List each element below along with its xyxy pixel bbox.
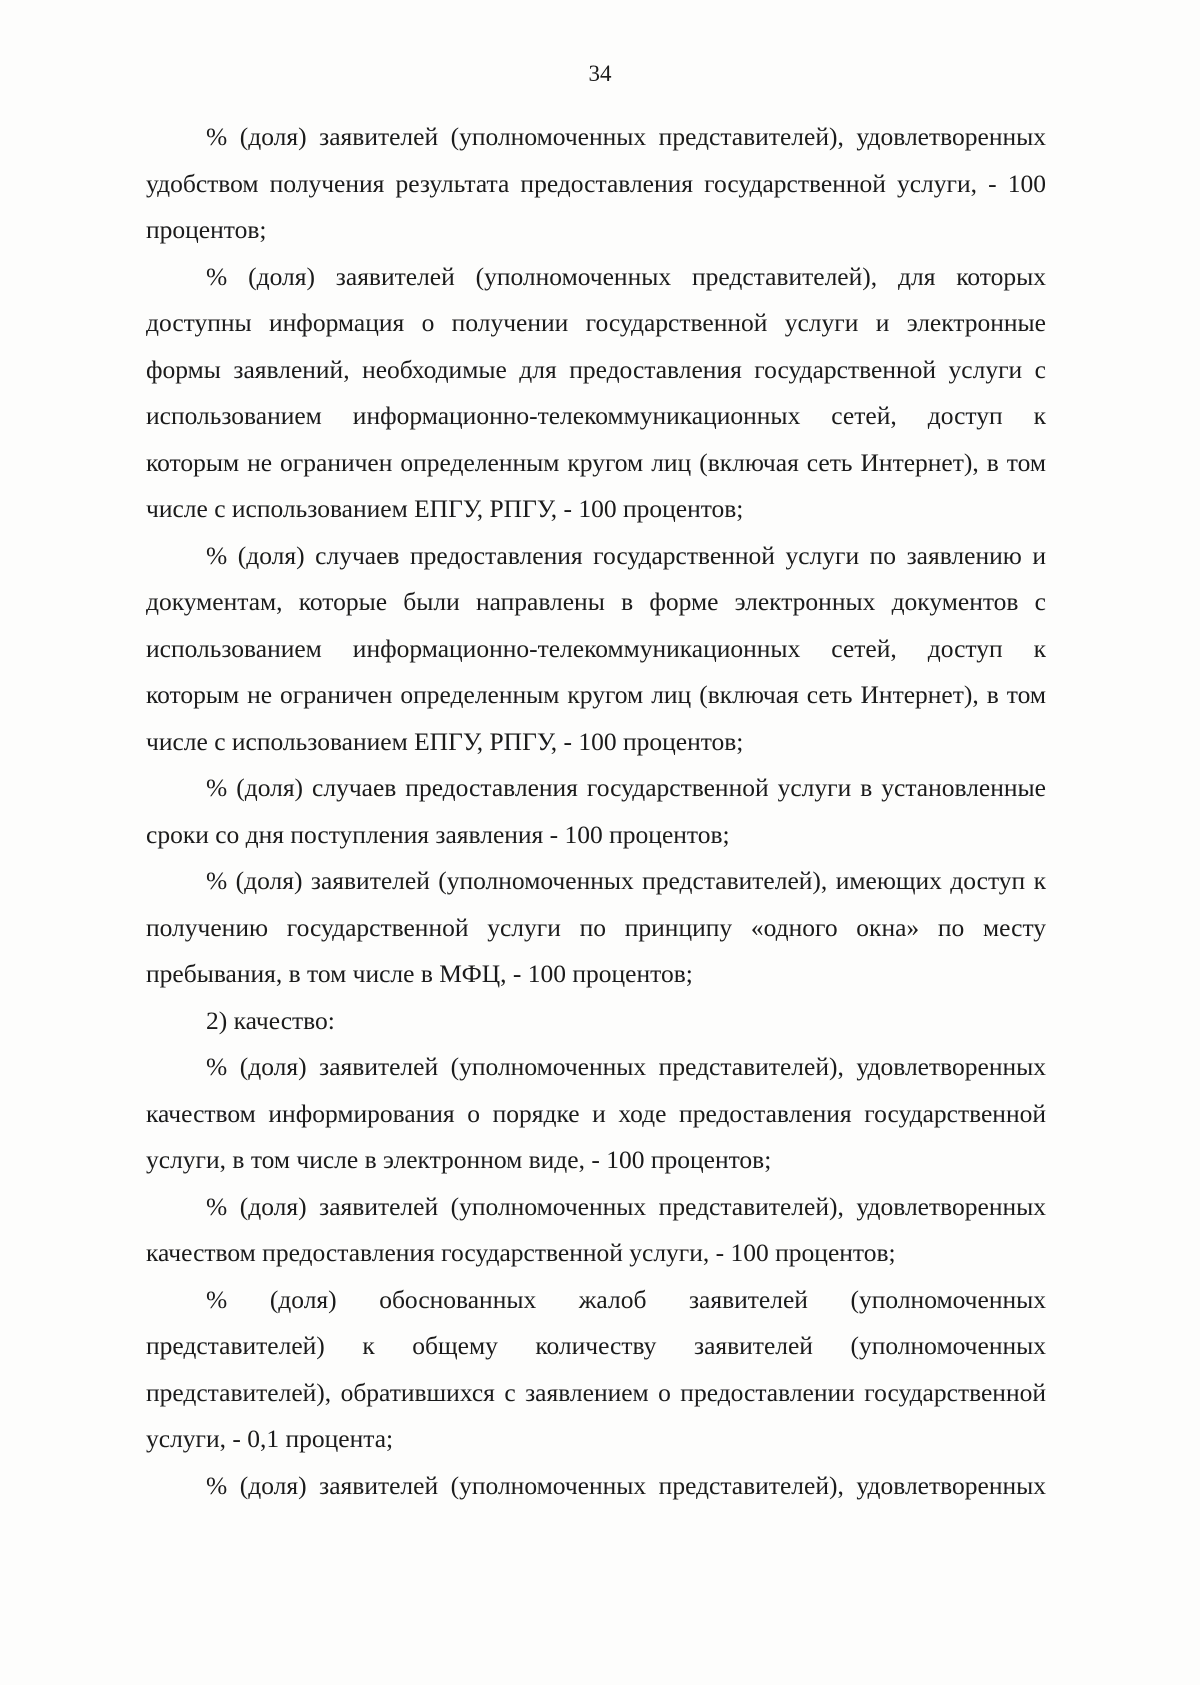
paragraph-complaints: % (доля) обоснованных жалоб заявителей (уполномоченных представителей) к общему количеству заявителей (уполномоченных представителей), обратившихся с заявлением о предоставлении государственной услуги, - 0,1 процента; bbox=[146, 1284, 1046, 1453]
paragraph-deadlines: % (доля) случаев предоставления государственной услуги в установленные сроки со дня поступления заявления - 100 процентов; bbox=[146, 773, 1046, 849]
paragraph-satisfied-continued: % (доля) заявителей (уполномоченных представителей), удовлетворенных bbox=[206, 1470, 1046, 1500]
paragraph-info-availability: % (доля) заявителей (уполномоченных представителей), для которых доступны информация о получении государственной услуги и электронные формы заявлений, необходимые для предоставления государственной услуги с использованием информационно-телекоммуникационных сетей, доступ к которым не ограничен определенным кругом лиц (включая сеть Интернет), в том числе с использованием ЕПГУ, РПГУ, - 100 процентов; bbox=[146, 261, 1046, 523]
paragraph-service-quality: % (доля) заявителей (уполномоченных представителей), удовлетворенных качеством предоставления государственной услуги, - 100 процентов; bbox=[146, 1191, 1046, 1267]
paragraph-one-window: % (доля) заявителей (уполномоченных представителей), имеющих доступ к получению государственной услуги по принципу «одного окна» по месту пребывания, в том числе в МФЦ, - 100 процентов; bbox=[146, 866, 1046, 988]
document-body bbox=[146, 114, 1046, 1509]
page-number: 34 bbox=[588, 61, 612, 86]
paragraph-informing-quality: % (доля) заявителей (уполномоченных представителей), удовлетворенных качеством информирования о порядке и ходе предоставления государственной услуги, в том числе в электронном виде, - 100 процентов; bbox=[146, 1052, 1046, 1174]
list-item-quality: 2) качество: bbox=[206, 1005, 335, 1035]
paragraph-electronic-documents: % (доля) случаев предоставления государственной услуги по заявлению и документам, которые были направлены в форме электронных документов с использованием информационно-телекоммуникационных сетей, доступ к которым не ограничен определенным кругом лиц (включая сеть Интернет), в том числе с использованием ЕПГУ, РПГУ, - 100 процентов; bbox=[146, 540, 1046, 756]
paragraph-convenience-result: % (доля) заявителей (уполномоченных представителей), удовлетворенных удобством получения результата предоставления государственной услуги, - 100 процентов; bbox=[146, 122, 1046, 244]
